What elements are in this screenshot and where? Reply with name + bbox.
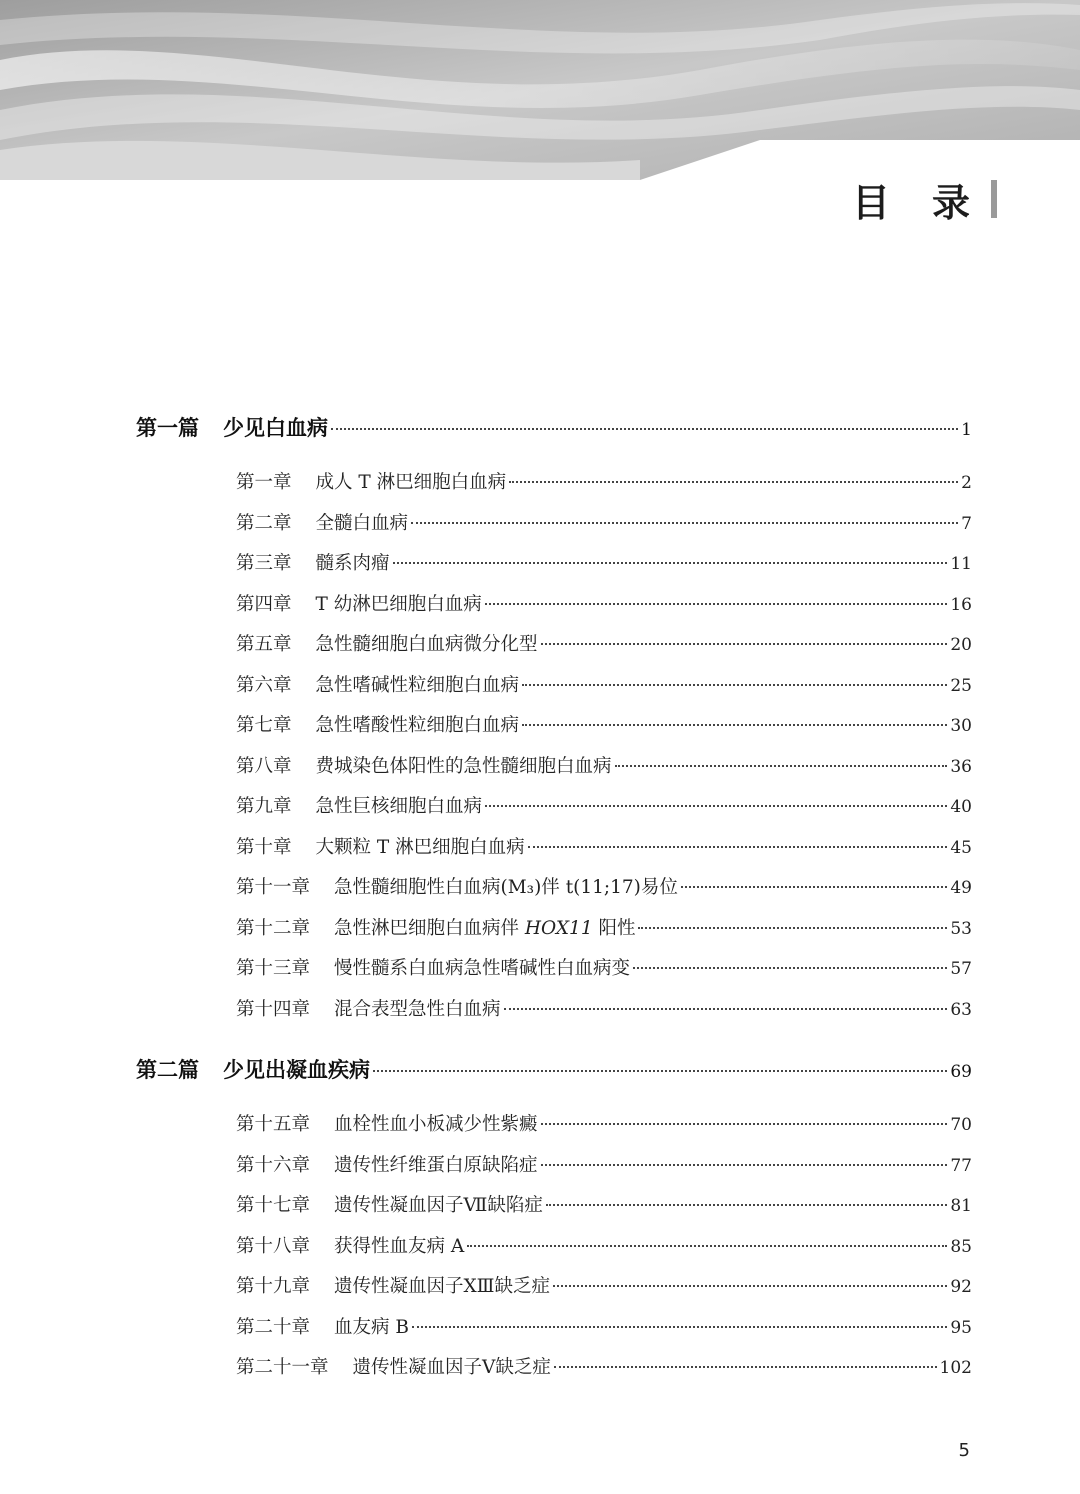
chapter-number: 第十一章 xyxy=(236,877,311,898)
page-number: 5 xyxy=(958,1440,970,1461)
title-accent-bar xyxy=(991,180,997,218)
chapter-title: 成人 T 淋巴细胞白血病 xyxy=(315,472,507,493)
chapter-number: 第三章 xyxy=(236,553,292,574)
chapter-title: 遗传性凝血因子Ⅴ缺乏症 xyxy=(352,1357,551,1378)
chapter-title: 全髓白血病 xyxy=(315,513,409,534)
toc-chapter[interactable] xyxy=(236,792,972,822)
chapter-number: 第六章 xyxy=(236,675,292,696)
toc-chapter[interactable] xyxy=(236,1151,972,1181)
chapter-page: 53 xyxy=(950,919,972,939)
chapter-number: 第二十章 xyxy=(236,1317,311,1338)
dot-leader xyxy=(467,1245,947,1247)
chapter-title: 急性巨核细胞白血病 xyxy=(315,796,483,817)
part-number: 第一篇 xyxy=(136,416,199,440)
chapter-page: 25 xyxy=(950,676,972,696)
chapter-page: 2 xyxy=(961,473,972,493)
chapter-page: 70 xyxy=(950,1115,972,1135)
chapter-page: 49 xyxy=(950,878,972,898)
chapter-number: 第十四章 xyxy=(236,999,311,1020)
part-number: 第二篇 xyxy=(136,1058,199,1082)
toc-chapter[interactable] xyxy=(236,833,972,863)
toc-chapter[interactable] xyxy=(236,752,972,782)
page-title xyxy=(852,172,972,227)
toc-chapter[interactable] xyxy=(236,1110,972,1140)
chapter-number: 第二十一章 xyxy=(236,1357,329,1378)
chapter-number: 第十三章 xyxy=(236,958,311,979)
chapter-title: 急性嗜酸性粒细胞白血病 xyxy=(315,715,520,736)
dot-leader xyxy=(528,846,948,848)
toc-chapter[interactable] xyxy=(236,914,972,944)
toc-chapter[interactable] xyxy=(236,1232,972,1262)
chapter-number: 第一章 xyxy=(236,472,292,493)
gene-name: HOX11 xyxy=(524,918,593,939)
chapter-title: 急性嗜碱性粒细胞白血病 xyxy=(315,675,520,696)
dot-leader xyxy=(541,1164,948,1166)
dot-leader xyxy=(638,927,947,929)
chapter-number: 第十九章 xyxy=(236,1276,311,1297)
dot-leader xyxy=(393,562,948,564)
chapter-page: 45 xyxy=(950,838,972,858)
chapter-page: 36 xyxy=(950,757,972,777)
chapter-number: 第七章 xyxy=(236,715,292,736)
toc-chapter[interactable] xyxy=(236,630,972,660)
toc-chapter[interactable] xyxy=(236,509,972,539)
chapter-number: 第二章 xyxy=(236,513,292,534)
chapter-number: 第十五章 xyxy=(236,1114,311,1135)
title-char-2: 录 xyxy=(931,181,972,225)
chapter-title: 费城染色体阳性的急性髓细胞白血病 xyxy=(315,756,612,777)
chapter-number: 第十六章 xyxy=(236,1155,311,1176)
chapter-title: 遗传性凝血因子ⅩⅢ缺乏症 xyxy=(334,1276,551,1297)
chapter-page: 20 xyxy=(950,635,972,655)
chapter-page: 81 xyxy=(950,1196,972,1216)
chapter-page: 85 xyxy=(950,1237,972,1257)
toc-part-2[interactable] xyxy=(136,1054,972,1084)
dot-leader xyxy=(373,1070,947,1072)
part-title: 少见白血病 xyxy=(223,416,328,440)
dot-leader xyxy=(546,1204,947,1206)
chapter-number: 第四章 xyxy=(236,594,292,615)
chapter-page: 16 xyxy=(950,595,972,615)
chapter-title: 大颗粒 T 淋巴细胞白血病 xyxy=(315,837,525,858)
chapter-page: 40 xyxy=(950,797,972,817)
chapter-title: 混合表型急性白血病 xyxy=(334,999,501,1020)
chapter-page: 92 xyxy=(950,1277,972,1297)
header-banner xyxy=(0,0,1080,190)
chapter-title: T 幼淋巴细胞白血病 xyxy=(315,594,482,615)
chapter-page: 63 xyxy=(950,1000,972,1020)
chapter-number: 第八章 xyxy=(236,756,292,777)
toc-chapter[interactable] xyxy=(236,671,972,701)
chapter-title: 获得性血友病 A xyxy=(334,1236,465,1257)
toc-chapter[interactable] xyxy=(236,549,972,579)
chapter-number: 第九章 xyxy=(236,796,292,817)
toc-chapter[interactable] xyxy=(236,590,972,620)
chapter-title: 血友病 B xyxy=(334,1317,409,1338)
toc-chapter[interactable] xyxy=(236,1353,972,1383)
dot-leader xyxy=(485,805,947,807)
chapter-title: 髓系肉瘤 xyxy=(315,553,390,574)
dot-leader xyxy=(615,765,948,767)
chapter-title: 血栓性血小板减少性紫癜 xyxy=(334,1114,538,1135)
chapter-page: 77 xyxy=(950,1156,972,1176)
dot-leader xyxy=(522,724,947,726)
dot-leader xyxy=(553,1285,947,1287)
dot-leader xyxy=(504,1008,948,1010)
dot-leader xyxy=(412,1326,947,1328)
chapter-title xyxy=(334,914,635,940)
toc-chapter[interactable] xyxy=(236,873,972,903)
chapter-page: 11 xyxy=(950,554,972,574)
chapter-title-part: 阳性 xyxy=(592,918,636,939)
chapter-page: 102 xyxy=(939,1358,972,1378)
chapter-title: 急性髓细胞性白血病(M₃)伴 t(11;17)易位 xyxy=(334,877,678,898)
part-title: 少见出凝血疾病 xyxy=(223,1058,370,1082)
chapter-number: 第十七章 xyxy=(236,1195,311,1216)
chapter-number: 第五章 xyxy=(236,634,292,655)
chapter-title: 慢性髓系白血病急性嗜碱性白血病变 xyxy=(334,958,631,979)
chapter-number: 第十八章 xyxy=(236,1236,311,1257)
dot-leader xyxy=(633,967,947,969)
chapter-number: 第十章 xyxy=(236,837,292,858)
chapter-page: 30 xyxy=(950,716,972,736)
dot-leader xyxy=(331,428,958,430)
chapter-page: 95 xyxy=(950,1318,972,1338)
dot-leader xyxy=(509,481,958,483)
toc-chapter[interactable] xyxy=(236,995,972,1025)
toc-chapter[interactable] xyxy=(236,954,972,984)
dot-leader xyxy=(554,1366,937,1368)
chapter-page: 57 xyxy=(950,959,972,979)
toc-chapter[interactable] xyxy=(236,1272,972,1302)
toc-chapter[interactable] xyxy=(236,1191,972,1221)
chapter-title-part: 急性淋巴细胞白血病伴 xyxy=(334,918,525,939)
chapter-title: 急性髓细胞白血病微分化型 xyxy=(315,634,538,655)
dot-leader xyxy=(541,643,948,645)
chapter-title: 遗传性凝血因子Ⅶ缺陷症 xyxy=(334,1195,543,1216)
toc-chapter[interactable] xyxy=(236,1313,972,1343)
part-page: 69 xyxy=(950,1062,972,1082)
part-page: 1 xyxy=(961,420,972,440)
toc-chapter[interactable] xyxy=(236,468,972,498)
chapter-page: 7 xyxy=(961,514,972,534)
toc-chapter[interactable] xyxy=(236,711,972,741)
toc-part-1[interactable] xyxy=(136,412,972,442)
dot-leader xyxy=(411,522,958,524)
chapter-number: 第十二章 xyxy=(236,918,311,939)
title-char-1: 目 xyxy=(851,181,892,225)
dot-leader xyxy=(485,603,948,605)
dot-leader xyxy=(522,684,947,686)
dot-leader xyxy=(681,886,947,888)
chapter-title: 遗传性纤维蛋白原缺陷症 xyxy=(334,1155,538,1176)
dot-leader xyxy=(541,1123,948,1125)
